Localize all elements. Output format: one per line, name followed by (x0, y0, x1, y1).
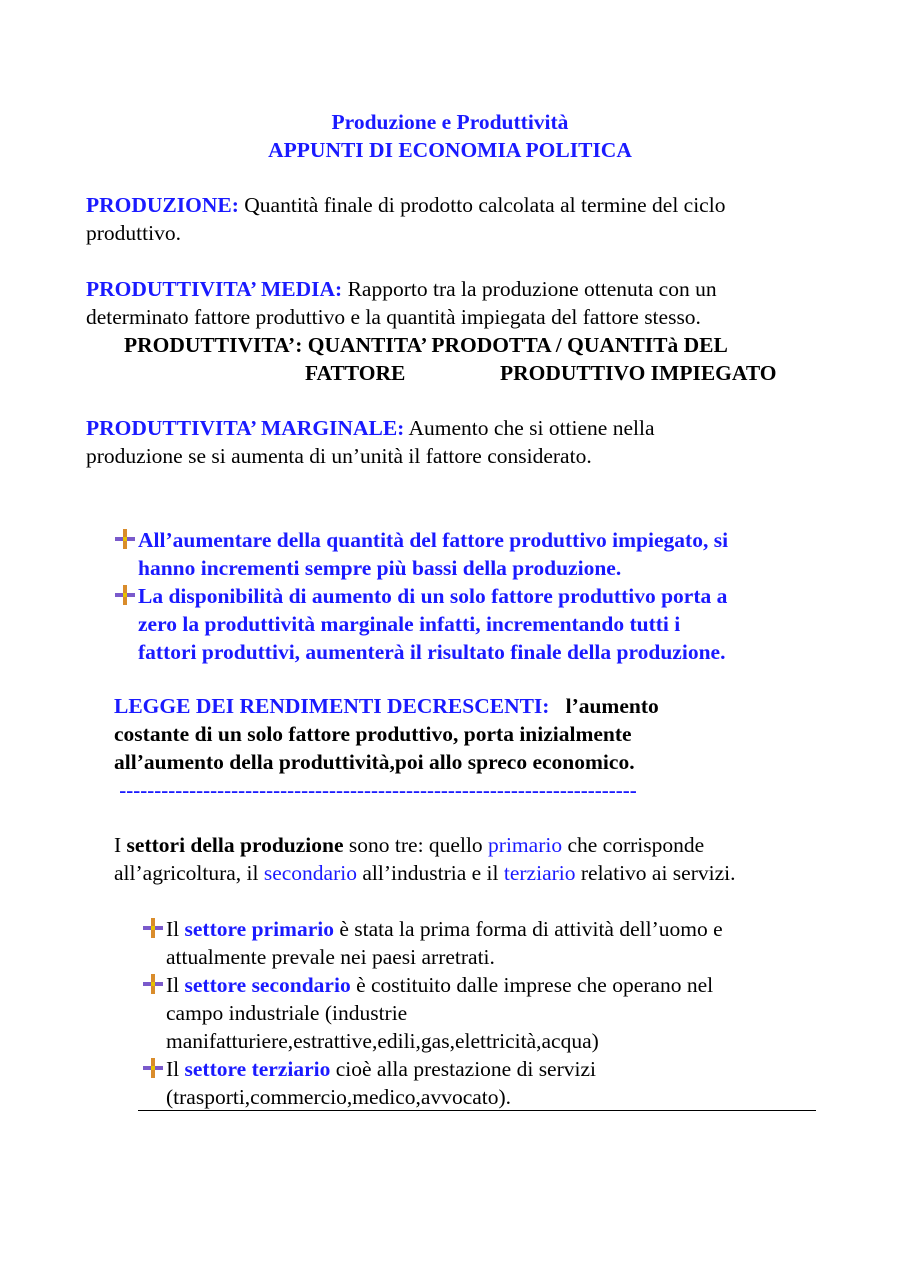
settore-text (166, 915, 832, 971)
intro-text: relativo ai servizi. (575, 861, 736, 885)
page-subtitle: APPUNTI DI ECONOMIA POLITICA (268, 138, 632, 162)
settore-line: (trasporti,commercio,medico,avvocato). (166, 1085, 512, 1109)
intro-terziario: terziario (503, 861, 576, 885)
settore-item (142, 1055, 832, 1111)
settore-pre: Il (166, 917, 185, 941)
intro-bold: settori della produzione (126, 833, 344, 857)
separator-line: -------------------------------------------------------------------------- (114, 778, 637, 802)
bullet-line: La disponibilità di aumento di un solo fattore produttivo porta a (138, 584, 728, 608)
settore-item (142, 915, 832, 971)
intro-secondario: secondario (263, 861, 357, 885)
formula-line-2b: PRODUTTIVO IMPIEGATO (500, 361, 777, 385)
legge-text-3: all’aumento della produttività,poi allo spreco economico. (114, 750, 635, 774)
settore-item (142, 971, 832, 1055)
windows-bullet-icon (142, 1055, 166, 1083)
term-legge: LEGGE DEI RENDIMENTI DECRESCENTI: (114, 694, 550, 718)
intro-text: che corrisponde (562, 833, 705, 857)
settore-term: settore secondario (184, 973, 351, 997)
media-text-1: Rapporto tra la produzione ottenuta con un (342, 277, 717, 301)
legge-text-2: costante di un solo fattore produttivo, porta inizialmente (114, 722, 632, 746)
settore-rest: è costituito dalle imprese che operano nel (350, 973, 714, 997)
settore-term: settore terziario (184, 1057, 331, 1081)
marginale-text-2: produzione se si aumenta di un’unità il fattore considerato. (86, 444, 592, 468)
windows-bullet-icon (114, 582, 138, 610)
term-produzione: PRODUZIONE: (86, 193, 239, 217)
settore-pre: Il (166, 1057, 185, 1081)
bottom-rule (138, 1110, 816, 1111)
page-title: Produzione e Produttività (331, 110, 569, 134)
bullet-line: All’aumentare della quantità del fattore produttivo impiegato, si (138, 528, 729, 552)
term-media: PRODUTTIVITA’ MEDIA: (86, 277, 343, 301)
windows-bullet-icon (142, 915, 166, 943)
intro-text: sono tre: quello (343, 833, 489, 857)
intro-text: all’agricoltura, il (114, 861, 264, 885)
definition-media (86, 275, 826, 331)
bullet-line: zero la produttività marginale infatti, incrementando tutti i (138, 612, 681, 636)
settore-rest: cioè alla prestazione di servizi (330, 1057, 597, 1081)
bullet-item (114, 526, 824, 582)
bullet-line: fattori produttivi, aumenterà il risultato finale della produzione. (138, 640, 726, 664)
legge-block (114, 692, 834, 776)
settore-rest: è stata la prima forma di attività dell’uomo e (333, 917, 723, 941)
legge-text-1: l’aumento (549, 694, 659, 718)
media-text-2: determinato fattore produttivo e la quantità impiegata del fattore stesso. (86, 305, 701, 329)
windows-bullet-icon (114, 526, 138, 554)
definition-marginale (86, 414, 826, 470)
windows-bullet-icon (142, 971, 166, 999)
term-marginale: PRODUTTIVITA’ MARGINALE: (86, 416, 405, 440)
settore-term: settore primario (184, 917, 334, 941)
produzione-text-2: produttivo. (86, 221, 181, 245)
intro-text: all’industria e il (356, 861, 504, 885)
settore-line: attualmente prevale nei paesi arretrati. (166, 945, 495, 969)
marginale-text-1: Aumento che si ottiene nella (404, 416, 655, 440)
settore-line: campo industriale (industrie (166, 1001, 408, 1025)
intro-text: I (114, 833, 127, 857)
formula-line-2a: FATTORE (305, 361, 406, 385)
produzione-text-1: Quantità finale di prodotto calcolata al termine del ciclo (238, 193, 726, 217)
bullet-line: hanno incrementi sempre più bassi della produzione. (138, 556, 622, 580)
bullet-text (138, 526, 824, 582)
bullet-item (114, 582, 824, 666)
intro-primario: primario (488, 833, 563, 857)
definition-produzione (86, 191, 826, 247)
settore-text (166, 1055, 832, 1111)
settore-text (166, 971, 832, 1055)
formula-line-1: PRODUTTIVITA’: QUANTITA’ PRODOTTA / QUANTITà DEL (124, 333, 728, 357)
settore-pre: Il (166, 973, 185, 997)
settori-intro (114, 831, 834, 887)
bullet-text (138, 582, 824, 666)
settore-line: manifatturiere,estrattive,edili,gas,elettricità,acqua) (166, 1029, 599, 1053)
